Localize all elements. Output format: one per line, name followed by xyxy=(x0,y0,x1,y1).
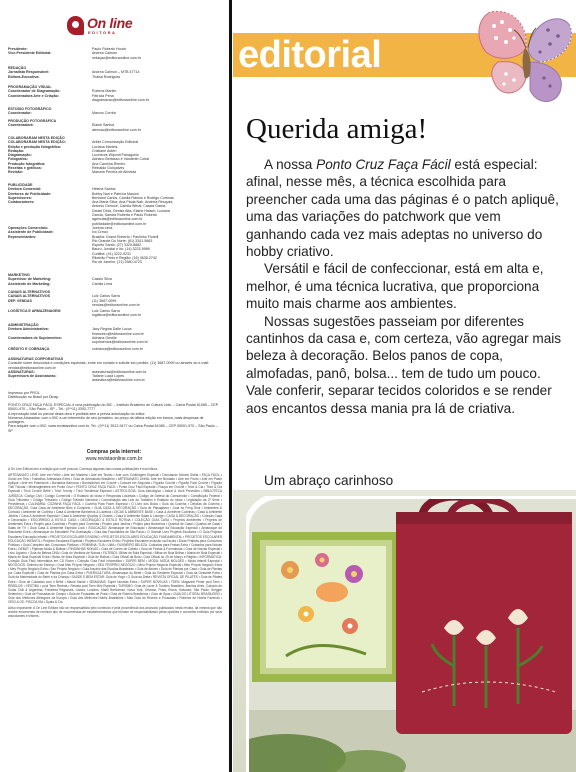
credit-role: Operações Comerciais: xyxy=(8,225,49,230)
credit-name: Elaine Santos xyxy=(92,123,115,128)
credit-names xyxy=(92,123,220,132)
credit-name: Brasília: Grand Roberto / Paulinho Fiorelli xyxy=(92,234,159,239)
credit-names xyxy=(92,235,220,265)
credit-names xyxy=(92,200,220,226)
credit-name: assinatura@editoraonline.com.br xyxy=(92,378,145,383)
butterfly-wing-lower-right xyxy=(530,62,561,102)
column-divider xyxy=(229,0,232,772)
credit-names xyxy=(92,374,220,383)
credits-publicidade xyxy=(8,183,220,265)
credit-role: Vice-Presidente Editorial: xyxy=(8,51,52,56)
credit-role: Diretores de Publicidade: xyxy=(8,191,52,196)
credit-names xyxy=(92,327,220,336)
credit-row xyxy=(8,336,220,345)
credit-name: Cassio Silva xyxy=(92,277,112,282)
credit-name: logistica@editoraonline.com.br xyxy=(92,313,142,318)
credit-role: COLABORARAM NESTA EDIÇÃO: xyxy=(8,140,66,145)
credit-role: Supervisores: xyxy=(8,195,32,200)
credit-role: Jornalista Responsável: xyxy=(8,70,50,75)
credit-line: A reprodução total ou parcial desta obra é proibida sem a prévia autorização do editor. xyxy=(8,411,146,416)
credit-name: Andrea Calmon – MTB 47714 xyxy=(92,70,140,75)
credit-name: vendas@editoraonline.com.br xyxy=(92,302,140,307)
small-print-paragraph: A On Line Editora tem a relação que você procura. Conheça algumas das nossas publicações e boa leitura. xyxy=(8,467,158,471)
credit-name: agencias@editoraonline.com.br xyxy=(92,217,143,222)
credits-administracao xyxy=(8,323,220,344)
credit-role: Coordenadora de Suprimentos: xyxy=(8,335,62,340)
credit-role: Supervisor de Marketing: xyxy=(8,277,52,282)
credit-names xyxy=(92,94,220,103)
credit-names xyxy=(92,75,220,79)
credit-name: suprimentos@editoraonline.com.br xyxy=(92,340,148,345)
credit-row xyxy=(8,235,220,265)
credit-name: Thaisa Rodrigues xyxy=(92,74,121,79)
credit-name: Antonio Gerluce, Camila Weral, Cassia Gama, xyxy=(92,204,167,209)
paragraph-1 xyxy=(246,156,564,260)
credit-name: Garcia, Sandra Roberta e Paulo Roberto xyxy=(92,213,157,218)
credit-role: LOGÍSTICA E ARMAZENAGEM xyxy=(8,309,61,313)
credit-role: Colaboradores: xyxy=(8,200,35,205)
credit-name: Jacy Regina Dalle Lucca xyxy=(92,327,132,332)
credit-name: Ana Maria Silva, Ana Paula Nah, Andreia Resquini, xyxy=(92,200,174,205)
credits-colaboradores xyxy=(8,136,220,175)
credit-name: Luciana Martins xyxy=(92,144,118,149)
logo-text: On line xyxy=(87,15,133,31)
credit-role: Coordenador: xyxy=(8,111,32,116)
credits-legal xyxy=(8,403,220,433)
credit-name: Bobby Nari e Patrícia Mauiori xyxy=(92,191,139,196)
credit-name: Lucineurs Wiponti Panaguelo xyxy=(92,153,139,158)
credit-role: Editora-Executiva: xyxy=(8,74,40,79)
credit-name: Paulo Roberto Houch xyxy=(92,47,127,51)
p1-post: está especial: afinal, nesse mês, a técnica escolhida para preencher cada uma das páginas é o patch apliquê, uma das variações do patchwork que vem ganhando cada vez mais adeptas no universo do hobby criativo. xyxy=(246,157,559,260)
publisher-logo xyxy=(67,12,133,40)
credit-section-head: ADMINISTRAÇÃO xyxy=(8,323,39,327)
credit-names xyxy=(92,299,220,308)
credit-name: Joelma Lima xyxy=(92,225,113,230)
credit-section-head: MARKETING xyxy=(8,273,30,277)
credit-role: CANAIS ALTERNATIVOS xyxy=(8,294,51,299)
credit-role: Coordenador de Diagramação: xyxy=(8,89,61,94)
credits-assinaturas xyxy=(8,357,220,383)
credit-role: Fotógrafos: xyxy=(8,157,28,162)
paragraph-2: Versátil e fácil de confeccionar, está em alta e, melhor, é uma técnica lucrativa, que proporciona muito mais charme aos ambientes. xyxy=(246,261,544,312)
butterfly-wing-upper-right xyxy=(528,19,571,62)
credit-role: Redação: xyxy=(8,148,25,153)
credit-name: financeiro@editoraonline.com.br xyxy=(92,331,144,336)
credit-name: Cristiane Aoteri xyxy=(92,148,117,153)
credit-section-head: COLABORARAM NESTA EDIÇÃO xyxy=(8,136,65,140)
credit-name: Arlide Comunicação Editorial xyxy=(92,140,139,145)
credit-line: Números Atrasados: com o IBC a um intermédio de seu jornaleiro, ao preço da última edição em banca, mais despesas de postagem. xyxy=(8,415,204,425)
credits-impresso xyxy=(8,391,220,400)
credit-names xyxy=(92,51,220,60)
credit-name: Marcela Pereira de Almeida xyxy=(92,170,137,175)
credit-names xyxy=(92,347,220,351)
credit-role: Coordenadora Arte e Criação: xyxy=(8,93,59,98)
credit-role: DEP. VENDAS xyxy=(8,298,32,303)
credit-role: Receitas e gráficos: xyxy=(8,166,42,171)
credit-name: atencao@editoraonline.com.br xyxy=(92,127,141,132)
editorial-body xyxy=(246,156,564,417)
credits-logistica xyxy=(8,309,220,318)
p1-pre: A nossa xyxy=(264,157,317,172)
credit-role: Edição e produção fotográfica: xyxy=(8,144,61,149)
credit-names xyxy=(92,282,220,286)
credit-role: Assistente de Marketing: xyxy=(8,281,51,286)
credit-section-head: ESTÚDIO FOTOGRÁFICO xyxy=(8,107,52,111)
credit-row xyxy=(8,75,220,79)
credit-role: Produção fotográfica: xyxy=(8,161,46,166)
credits-redacao xyxy=(8,66,220,79)
credit-name: Luiz Carlos Sarra xyxy=(92,294,120,299)
credit-row xyxy=(8,94,220,103)
credit-name: Andrea Calmon xyxy=(92,51,117,56)
paragraph-3: Nossas sugestões passeiam por diferentes cantinhos da casa e, com certeza, vão agregar mais beleza à decoração. Belos panos de copa, almofadas, panô, bolsa... tem de tudo um pouco. Vale conferir, separar tecidos coloridos e se render aos encantos dessa mania pra lá de criativa. xyxy=(246,313,562,416)
credit-name: Espírito Santo: (27) 3325-8882 xyxy=(92,243,142,248)
shop-title: Compras pela internet: xyxy=(86,449,142,455)
credit-name: Patrícia Pena xyxy=(92,93,114,98)
credit-role: Diretora Administrativa: xyxy=(8,327,49,332)
credit-section-head: CANAIS ALTERNATIVOS xyxy=(8,290,51,294)
credit-name: Daniel Diniz, Denise Alta, Elaine Haisch, Luciana xyxy=(92,208,170,213)
credit-row xyxy=(8,347,220,351)
credit-row xyxy=(8,123,220,132)
credit-name: Camila Lima xyxy=(92,281,112,286)
logo-subtext: EDITORA xyxy=(88,30,117,35)
credit-section-head: REDAÇÃO xyxy=(8,66,27,70)
credits-producao xyxy=(8,119,220,132)
product-photo xyxy=(246,496,576,772)
credit-name: assinaturas@editoraonline.com.br xyxy=(92,369,147,374)
online-logo-icon xyxy=(67,16,84,35)
credits-visual xyxy=(8,85,220,102)
credit-name: Curitiba: (41) 3222-9231 xyxy=(92,251,131,256)
credit-name: diagramacao@editoraonline.com.br xyxy=(92,97,149,102)
credit-section-head: PRODUÇÃO FOTOGRÁFICA xyxy=(8,119,57,123)
credits-marketing xyxy=(8,273,220,286)
greeting-heading: Querida amiga! xyxy=(246,113,428,145)
credit-line: Para adquirir com o IBC: www.revistaonline.com.br. Tel.: (0**11) 3512-9477 ou Caixa Postal 61085 – CEP 05001-970 – São Paulo – SP xyxy=(8,424,218,433)
credit-role: CRÉDITO E COBRANÇA xyxy=(8,347,50,351)
credit-names xyxy=(92,111,220,115)
credit-name: (11) 3687-0099 xyxy=(92,298,117,303)
credit-name: Luiz Carlos Sarra xyxy=(92,309,120,313)
credit-row xyxy=(8,374,220,383)
credits-estudio xyxy=(8,107,220,116)
credit-name: publicidade@editoraonline.com.br xyxy=(92,221,147,226)
credit-section-head: ASSINATURAS CORPORATIVAS xyxy=(8,357,64,361)
closing-line: Um abraço carinhoso xyxy=(264,473,394,488)
butterfly-illustration xyxy=(470,8,576,116)
credits-column xyxy=(0,0,228,772)
credit-name: Bertrand Carlos, Camila Ramos e Rodrigo Cortinas xyxy=(92,195,174,200)
credit-name: Ana Carolina Remiro xyxy=(92,161,126,166)
credit-name: Rio de Janeiro: (21) 2580-4723 xyxy=(92,260,142,265)
credit-names xyxy=(92,309,220,318)
credit-row xyxy=(8,282,220,286)
credit-name: Bauru, Jundiaí e Itu: (14) 3223-9989 xyxy=(92,247,150,252)
credit-role: Representantes: xyxy=(8,234,37,239)
credit-name: redaçao@editoraonline.com.br xyxy=(92,55,142,60)
credit-name: Marcos Corrêa xyxy=(92,111,116,116)
green-placemat xyxy=(252,532,400,682)
small-print xyxy=(8,467,222,759)
credit-name: Helena Santos xyxy=(92,187,116,192)
credit-names xyxy=(92,170,220,174)
credit-names xyxy=(92,336,220,345)
credit-name: Rio Grande Do Norte: (61) 3341-5663 xyxy=(92,238,153,243)
credit-name: Tatiane Luiza Lopes xyxy=(92,374,124,379)
credit-row xyxy=(8,170,220,174)
credit-section-head: PROGRAMAÇÃO VISUAL xyxy=(8,85,52,89)
credit-name: Rubens Martim xyxy=(92,89,117,94)
credit-text: Consulte sobre descontos e condições especiais, entre em contato e solicite seu pedido. (11) 3687-0099 ou através do e-mail: vendas@editoraonline.com.br xyxy=(8,361,210,370)
red-bag xyxy=(396,497,572,735)
credits-credito xyxy=(8,347,220,351)
shop-url-link[interactable]: www.revistaonline.com.br xyxy=(85,456,143,462)
credit-row xyxy=(8,200,220,226)
credit-name: cobranca@editoraonline.com.br xyxy=(92,347,143,351)
credit-name: Adriana Gentile xyxy=(92,335,117,340)
credit-name: Reinaldo Gonçalves xyxy=(92,166,125,171)
credit-row xyxy=(8,51,220,60)
credit-role: ASSINATURAS: xyxy=(8,369,35,374)
credit-row xyxy=(8,327,220,336)
small-print-paragraph: Aviso importante: A On Line Editora não se responsabiliza pelo conteúdo e pela procedência dos anúncios publicados nesta revista, da mesma que não recebe encomenda de nenhum tipo de encomendas de estabelecimentos que tenham se responsabilizado pelas opiniões e conceitos emitidos por seus anunciantes e leitores. xyxy=(8,606,222,619)
credit-name: Ribeirão Preto e Região: (16) 3635-2742 xyxy=(92,256,157,261)
credit-name: Ivo Crecci xyxy=(92,230,108,235)
credit-role: Presidente: xyxy=(8,47,28,51)
credit-role: Assistente de Publicidade: xyxy=(8,230,54,235)
page-title: editorial xyxy=(238,34,382,76)
credit-role: Supervisora de Assinaturas: xyxy=(8,374,57,379)
credit-row xyxy=(8,111,220,115)
credit-line: PONTO CRUZ FAÇA FÁCIL ESPECIAL é uma publicação do IBC – Instituto Brasileiro de Cultura Ltda. – Caixa Postal 61085 – CEP 05001-970 – São Paulo – SP – Tel.: (0**11) 3393-7777 xyxy=(8,403,219,412)
credit-section-head: PUBLICIDADE xyxy=(8,183,33,187)
small-print-paragraph: ARTESANATO LEVE: Arte em Feltro • Arte em Madeira • Arte em Tecido • Arte com Cortinagem Especial • Decorando Móveis Sicilia • FAÇA FÁCIL • Gosto em Tela • Trabalhos Artesanais Extra • Guia de Artesanato Brasileiro • ARTESANATO LINHA: Arte em Bordado • Arte em Ponto • Arte em Patch Apliqué • Arte em Patchwork • Bordados Barrocos • Bordadinhos em Crochê • Colorart em Segunda • Figurão Crochê • Figurão Fácil Crochê • Figurão Tridi Tricotar • Minimagiteletes em Ponto Cruz • PONTO CRUZ FAÇA FÁCIL • Ponto Cruz Fácil Especial • Roupa em Crochê • Tricô & Cia • Tricô & Cia Especial • Tricô Crochê Bebê • Tricô Trendy • Tricô Tendência Especial • ASTROLOGIA: Guia Astrológico • Astral & Você Previsões • BIBLIOTECA JURÍDICA: Código Civil • Código Comercial • O Estatuto do Idoso e Respostas Locativas • Código de Defesa do Consumidor • Constituição Federal • Guia Tributário • Código Tributário • Código Trânsito Nacional • Consolidação das Leis do Trabalho e Estatuto do Idoso • Legislação da 2ª Série • Previdência • CULINÁRIA: COZINHA FAÇA FÁCIL • Cozinha Para Fazer Especial • O Livro dos Bolos • Guia da Cozinha • Delícias da Cozinha • DECORAÇÃO: Guia Casa de Ambiente Belo e Completo • GUIA CASA & DECORAÇÃO • Guia de Paisagismo • Guia do Feng Shui • Ambientes & Cômoda • Ambiente de Cozinha • Casa & Ambiente Banheiros & Lavabos • DICAS & AMBIENTE BASE • Casa & Ambiente Cozinhas • Casa & Ambiente Jardins • Casa & Ambiente Especial • Casa & Ambiente Quartos & Closets • Casa & Ambiente Salas & Lounge • CASA & DECORAÇÃO • Coleção Casa e Decoração • ESCORRIDO & ESTILO CASA • DECORAÇÃO & ESTILO ROTINA • COLEÇÃO GUIA CASA • Projetos Ambientes • Projetos de Ambientes Extra • Projeto para Cozinhas • Projeto para Cozinhas • Projeto para Jardins • Projeto para Banheiros • Quartos de Casal • Quartos de Casal • Salas de TV • Guia Casa & Ambiente Especial Look • EDUCAÇÃO: Almanaque de Educação • Almanaque da Educação Especial • Almanaque do Estudante Extra • Almanaque do Estudante Pré-Graduação • Guia das Faculdades de São Paulo • O Grande Livro Projetos Escolares • O Guia Projetos Escolares Educação Infantil • PROJETOS ESCOLARES ENSINO • PROJETOS ESCOLARES EDUCAÇÃO FUNDAMENTAL • PROJETOS ESCOLARES EDUCAÇÃO INFANTIL • Projetos Escolares Especial • Projetos Escolares Extra • Projetos Escolares Inclusão na Escola • Dicas Práticas para Concursos Públicos • Guia Completo dos Concursos Públicos • FEMININA: TUA • UMA • FAXINEIRO BELEZA: Cuidados para Festas Extra • Cuidados para Noivas Extra • DEBUT • Pijamas Moda & Bolhas • PINGINHAS NOIVAS • Guia de Cortes de Cabelo • Guia de Festas & Formaturas • Guia de Noivas Especial • Livro Ligueiro • Guia da Beleza DNA • Guia do Vestidos de Noivas • FUTEBOL: Bilhar de Bola Especial • Bilhar de Bola Brilhar • Mania de Bola Especial • Mania de Bola Especial Extra • Bolso de Bola Especial • Guia de Bolhas • Guia Oficial da Bola • Guia Oficial do 25 de Março e Região • INFORMÁTICA: Coleção Guia Fácil Informática em CD Room • Coleção Guia Fácil Informática • SUPER BEM • MODA: MODA MOLDES • Moda Infantil Especial • NEGÓCIOS: Dinheiro de Esforço • Guia Meu Próprio Negócio • SEU PRÓPRIO NEGÓCIO • Meu Próprio Negócio Especial • Meu Próprio Negócio Extra • Meu Próprio Negócio Extra • Seu Próprio Negócio • Guia Anuário das Escolas Brasileiras • Guia de Atrizes • Guia de Plantas por Casa • Guia de Plantas por Casa Especial • Guia de Plantas por Casa Extra • PUERICULTURA: Almanaque do Bebê • Guia da Gestante Especial • Guia da Gestante Extra • Guia da Maternidade do Bebê e da Criança • SAÚDE E BEM ESTAR: Guia de Yoga • O Guia da Dieta • REVISTA OFICIAL DE PILATES • Guia de Pilates Extra • Guia de Cuidados com o Bebê • Mania Saúde • SEMANAIS: Super Novelas Extra • SUPER NOVELAS • TEEN: Magazine Pinter pool Teen • REBELDE • VESTIBU • pool Teen Revista • Revista pool Teen Mini Especial • TURISMO: Guia de Lazer & Turismo Brasileiro, Bonitos Aires, Caboclo de Goiás Chili & Argentina, Fortaleza Regionais, Lisboa, Londres, Marilí Berlinense, Nova York, Orlando, Praia, Roma, Salvador, São Paulo, Sergipe Setembro • Guia de Pousadas de Campo • Guia de Pousadas de Praia • Guia de Roteiro Brasileiros • Guia de Spas • GUIA DO LITORAL BRASILEIRO • Guia dos Melhores Albergues da Europa • Guia dos Melhores Hotéis Brasileiros • Mas Guia do Recreio e Pousadas • Roteiros de Hotéis Fazendo • VEÍCULOS: PISCOA ISA • Dyala & Cia xyxy=(8,473,222,604)
credit-line: Impresso por PROL xyxy=(8,391,40,395)
credit-role: Coordenadora: xyxy=(8,123,34,128)
credit-row xyxy=(8,309,220,318)
credit-role: Revisão: xyxy=(8,170,23,175)
credit-row xyxy=(8,299,220,308)
credit-role: Diretora Comercial: xyxy=(8,187,42,192)
butterfly-wing-lower-left xyxy=(492,62,526,93)
credit-role: Diagramação: xyxy=(8,153,32,158)
credits-top xyxy=(8,47,220,60)
magazine-name: Ponto Cruz Faça Fácil xyxy=(316,157,451,172)
credit-line: Distribuição no Brasil por Dinap xyxy=(8,395,59,400)
credit-name: Adriano Bertasso e Vanderlei Cotral xyxy=(92,157,150,162)
credits-canais xyxy=(8,290,220,307)
